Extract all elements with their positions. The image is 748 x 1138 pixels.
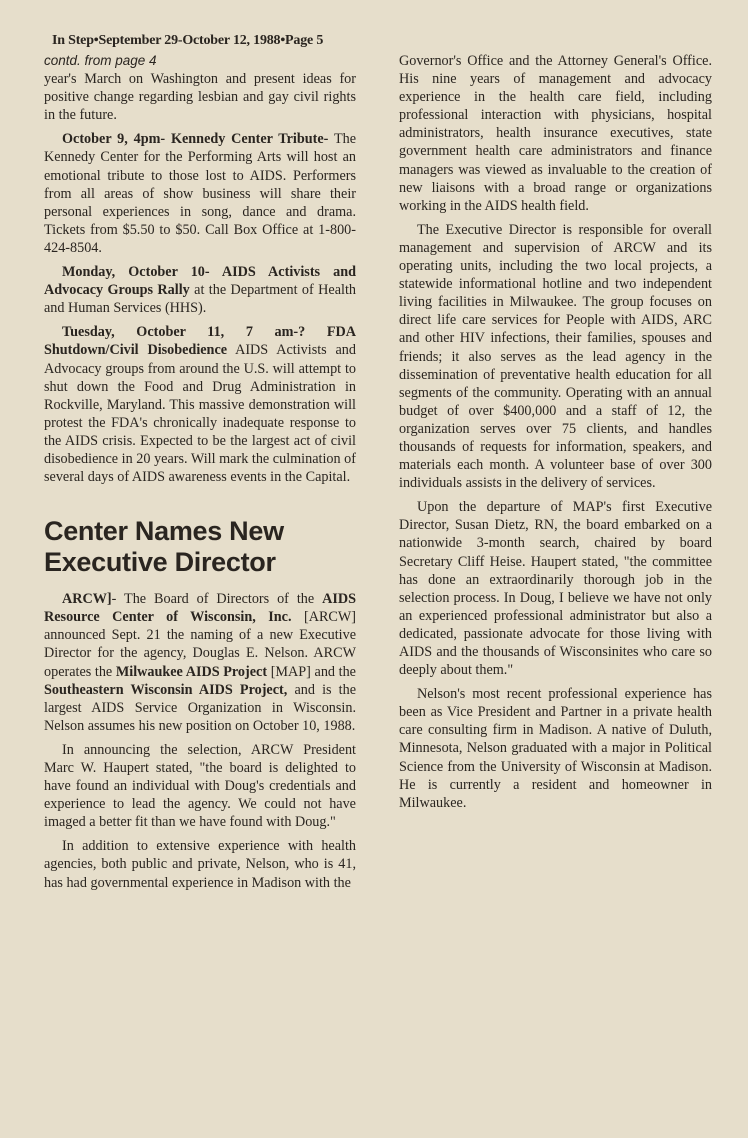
org-name: Southeastern Wisconsin AIDS Project, <box>44 681 288 698</box>
event-lead: October 9, 4pm- Kennedy Center Tribute- <box>62 131 329 148</box>
left-column <box>44 52 356 898</box>
event-item <box>44 130 356 257</box>
org-name: AIDS Resource Center of Wisconsin, Inc. <box>44 591 356 626</box>
paragraph: year's March on Washington and present ideas for positive change regarding lesbian and gay civil rights in the future. <box>44 71 356 124</box>
paragraph: In announcing the selection, ARCW President Marc W. Haupert stated, "the board is delighted to have found an individual with Doug's credentials and experience to lead the agency. We could not have imaged a better fit than we have found with Doug." <box>44 741 356 831</box>
paragraph: Upon the departure of MAP's first Executive Director, Susan Dietz, RN, the board embarked on a nationwide 3-month search, chaired by board Secretary Cliff Heise. Haupert stated, "the committee has done an extraordinarily thorough job in the selection process. In Doug, I believe we have not only an experienced professional administrator but also a dedicated, passionate advocate for those living with AIDS and the thousands of Wisconsinites who care so deeply about them." <box>399 499 712 679</box>
event-body: at the Department of Health and Human Services (HHS). <box>44 282 356 317</box>
paragraph: Nelson's most recent professional experience has been as Vice President and Partner in a private health care consulting firm in Madison. A native of Duluth, Minnesota, Nelson graduated with a major in Political Science from the University of Wisconsin at Madison. He is currently a resident and homeowner in Milwaukee. <box>399 686 712 811</box>
text-run: - The Board of Directors of the <box>111 591 323 608</box>
article-headline: Center Names New Executive Director <box>44 516 284 578</box>
event-body: The Kennedy Center for the Performing Arts will host an emotional tribute to those lost to AIDS. Performers from all areas of show business will share their personal experiences in song, dance and drama. Tickets from $5.50 to $50. Call Box Office at 1-800-424-8504. <box>44 131 356 256</box>
text-run: [ARCW] announced Sept. 21 the naming of a new Executive Director for the agency, Douglas E. Nelson. ARCW operates the <box>44 609 356 680</box>
event-body: AIDS Activists and Advocacy groups from around the U.S. will attempt to shut down the Food and Drug Administration in Rockville, Maryland. This massive demonstration will protest the FDA's chronically inadequate response to the AIDS crisis. Expected to be the largest act of civil disobedience in 20 years. Will mark the culmination of several days of AIDS awareness events in the Capital. <box>44 342 356 486</box>
paragraph: Governor's Office and the Attorney General's Office. His nine years of management and advocacy experience in the health care field, including professional interaction with physicians, hospital administrators, health insurance executives, state government health care administrators and finance managers was viewed as invaluable to the creation of new liaisons with a broad range or organizations working in the AIDS health field. <box>399 53 712 214</box>
event-item <box>44 263 356 317</box>
dateline: ARCW] <box>62 591 112 608</box>
event-lead: Monday, October 10- AIDS Activists and Advocacy Groups Rally <box>44 264 356 299</box>
event-item <box>44 323 356 486</box>
right-column <box>399 52 712 818</box>
event-lead: Tuesday, October 11, 7 am-? FDA Shutdown/Civil Disobedience <box>44 324 356 359</box>
paragraph <box>44 590 356 735</box>
paragraph: In addition to extensive experience with health agencies, both public and private, Nelson, who is 41, has had governmental experience in Madison with the <box>44 838 356 891</box>
running-head: In Step•September 29-October 12, 1988•Page 5 <box>52 33 324 48</box>
org-name: Milwaukee AIDS Project <box>115 663 268 680</box>
text-run: and is the largest AIDS Service Organization in Wisconsin. Nelson assumes his new position on October 10, 1988. <box>44 681 356 734</box>
paragraph: The Executive Director is responsible for overall management and supervision of ARCW and its operating units, including the two local projects, a statewide informational hotline and two independent living facilities in Milwaukee. The group focuses on direct life care services for People with AIDS, ARC and other HIV infections, their families, spouses and friends; it also serves as the lead agency in the dissemination of preventative health education for all segments of the community. Operating with an annual budget of over $400,000 and a staff of 12, the organization serves over 75 clients, and handles thousands of requests for information, speakers, and materials each month. A volunteer base of over 300 individuals assists in the delivery of services. <box>399 221 712 492</box>
continued-note: contd. from page 4 <box>44 53 157 68</box>
text-run: [MAP] and the <box>267 663 356 680</box>
